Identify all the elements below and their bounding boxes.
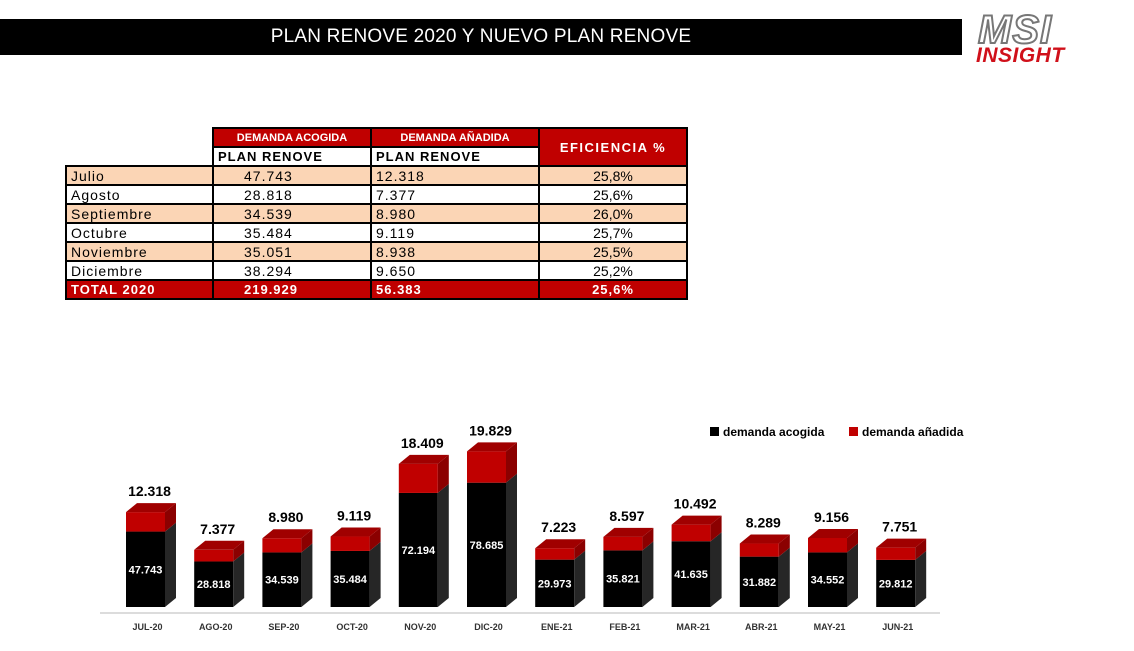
data-label-anadida: 9.119 [336, 507, 372, 524]
x-tick-label: SEP-20 [268, 622, 300, 632]
bar-acogida-side [711, 532, 722, 607]
cell-month: Octubre [66, 223, 213, 242]
cell-anadida: 9.650 [371, 261, 539, 280]
bar-acogida-side [915, 551, 926, 607]
cell-anadida: 12.318 [371, 166, 539, 185]
data-label-anadida: 12.318 [128, 483, 171, 500]
x-tick-label: JUN-21 [882, 622, 914, 632]
bar-acogida-side [847, 543, 858, 607]
x-tick-label: DIC-20 [474, 622, 503, 632]
cell-total-eficiencia: 25,6% [539, 280, 687, 299]
bar-anadida [331, 537, 370, 551]
data-label-acogida: 72.194 [401, 544, 436, 557]
data-label-anadida: 8.980 [268, 509, 304, 526]
cell-month: Septiembre [66, 204, 213, 223]
bar-anadida [399, 464, 438, 493]
cell-anadida: 7.377 [371, 185, 539, 204]
data-label-acogida: 34.539 [265, 574, 299, 587]
cell-eficiencia: 25,7% [539, 223, 687, 242]
header-eficiencia: EFICIENCIA % [539, 128, 687, 166]
bar-acogida-side [370, 542, 381, 607]
bar-acogida-side [642, 541, 653, 607]
data-label-anadida: 7.751 [882, 518, 918, 535]
x-tick-label: OCT-20 [336, 622, 368, 632]
legend-swatch-acogida [710, 427, 719, 436]
data-label-acogida: 35.821 [606, 573, 640, 586]
data-label-acogida: 29.973 [537, 578, 572, 591]
cell-month: Diciembre [66, 261, 213, 280]
bar-acogida-side [233, 552, 244, 607]
bar-acogida-side [301, 543, 312, 607]
x-tick-label: JUL-20 [132, 622, 163, 632]
logo-insight-text: INSIGHT [976, 44, 1065, 67]
bar-anadida [262, 538, 301, 552]
header-acogida-top: DEMANDA ACOGIDA [213, 128, 371, 147]
data-label-anadida: 8.597 [609, 507, 645, 524]
cell-acogida: 34.539 [213, 204, 371, 223]
data-label-acogida: 35.484 [333, 573, 367, 586]
bar-anadida [740, 544, 779, 557]
cell-eficiencia: 25,5% [539, 242, 687, 261]
legend-label-anadida: demanda añadida [862, 425, 964, 439]
bar-acogida-side [438, 484, 449, 607]
x-tick-label: ENE-21 [540, 622, 573, 632]
data-label-acogida: 28.818 [196, 579, 231, 592]
data-label-anadida: 7.377 [200, 520, 236, 537]
bar-anadida [194, 550, 233, 562]
cell-total-label: TOTAL 2020 [66, 280, 213, 299]
bar-anadida [672, 525, 711, 542]
x-tick-label: MAY-21 [813, 622, 846, 632]
cell-acogida: 35.484 [213, 223, 371, 242]
data-label-acogida: 34.552 [810, 574, 845, 587]
data-label-acogida: 31.882 [742, 576, 777, 589]
cell-anadida: 8.938 [371, 242, 539, 261]
data-label-anadida: 19.829 [469, 422, 512, 439]
cell-eficiencia: 25,2% [539, 261, 687, 280]
cell-month: Julio [66, 166, 213, 185]
header-acogida-sub: PLAN RENOVE [213, 147, 371, 166]
header-anadida-top: DEMANDA AÑADIDA [371, 128, 539, 147]
bar-anadida [603, 537, 642, 551]
logo-msi-text: MSI [978, 8, 1053, 52]
legend-swatch-anadida [849, 427, 858, 436]
cell-total-acogida: 219.929 [213, 280, 371, 299]
data-label-acogida: 29.812 [878, 578, 913, 591]
data-label-anadida: 10.492 [673, 495, 717, 512]
bar-acogida-side [506, 474, 517, 607]
data-label-anadida: 9.156 [813, 508, 850, 525]
bar-acogida-side [574, 551, 585, 607]
x-tick-label: MAR-21 [676, 622, 710, 632]
cell-acogida: 35.051 [213, 242, 371, 261]
cell-month: Noviembre [66, 242, 213, 261]
cell-anadida: 9.119 [371, 223, 539, 242]
cell-acogida: 28.818 [213, 185, 371, 204]
data-label-acogida: 78.685 [469, 539, 504, 552]
legend-label-acogida: demanda acogida [723, 425, 825, 439]
page-title: PLAN RENOVE 2020 Y NUEVO PLAN RENOVE [0, 19, 962, 55]
cell-month: Agosto [66, 185, 213, 204]
bar-anadida [876, 548, 915, 560]
bar-acogida-side [165, 523, 176, 607]
x-tick-label: NOV-20 [404, 622, 437, 632]
bar-anadida [535, 548, 574, 559]
cell-acogida: 38.294 [213, 261, 371, 280]
bar-acogida-side [779, 548, 790, 607]
data-label-acogida: 47.743 [128, 564, 163, 577]
bar-anadida [808, 538, 847, 552]
cell-eficiencia: 26,0% [539, 204, 687, 223]
bar-anadida [126, 512, 165, 531]
cell-total-anadida: 56.383 [371, 280, 539, 299]
x-tick-label: AGO-20 [198, 622, 233, 632]
data-label-anadida: 7.223 [541, 519, 577, 536]
x-tick-label: ABR-21 [745, 622, 778, 632]
header-anadida-sub: PLAN RENOVE [371, 147, 539, 166]
data-label-anadida: 18.409 [400, 434, 444, 451]
data-label-acogida: 41.635 [674, 569, 708, 582]
cell-anadida: 8.980 [371, 204, 539, 223]
x-tick-label: FEB-21 [609, 622, 641, 632]
cell-eficiencia: 25,6% [539, 185, 687, 204]
data-label-anadida: 8.289 [745, 514, 781, 531]
cell-acogida: 47.743 [213, 166, 371, 185]
bar-anadida [467, 451, 506, 482]
cell-eficiencia: 25,8% [539, 166, 687, 185]
